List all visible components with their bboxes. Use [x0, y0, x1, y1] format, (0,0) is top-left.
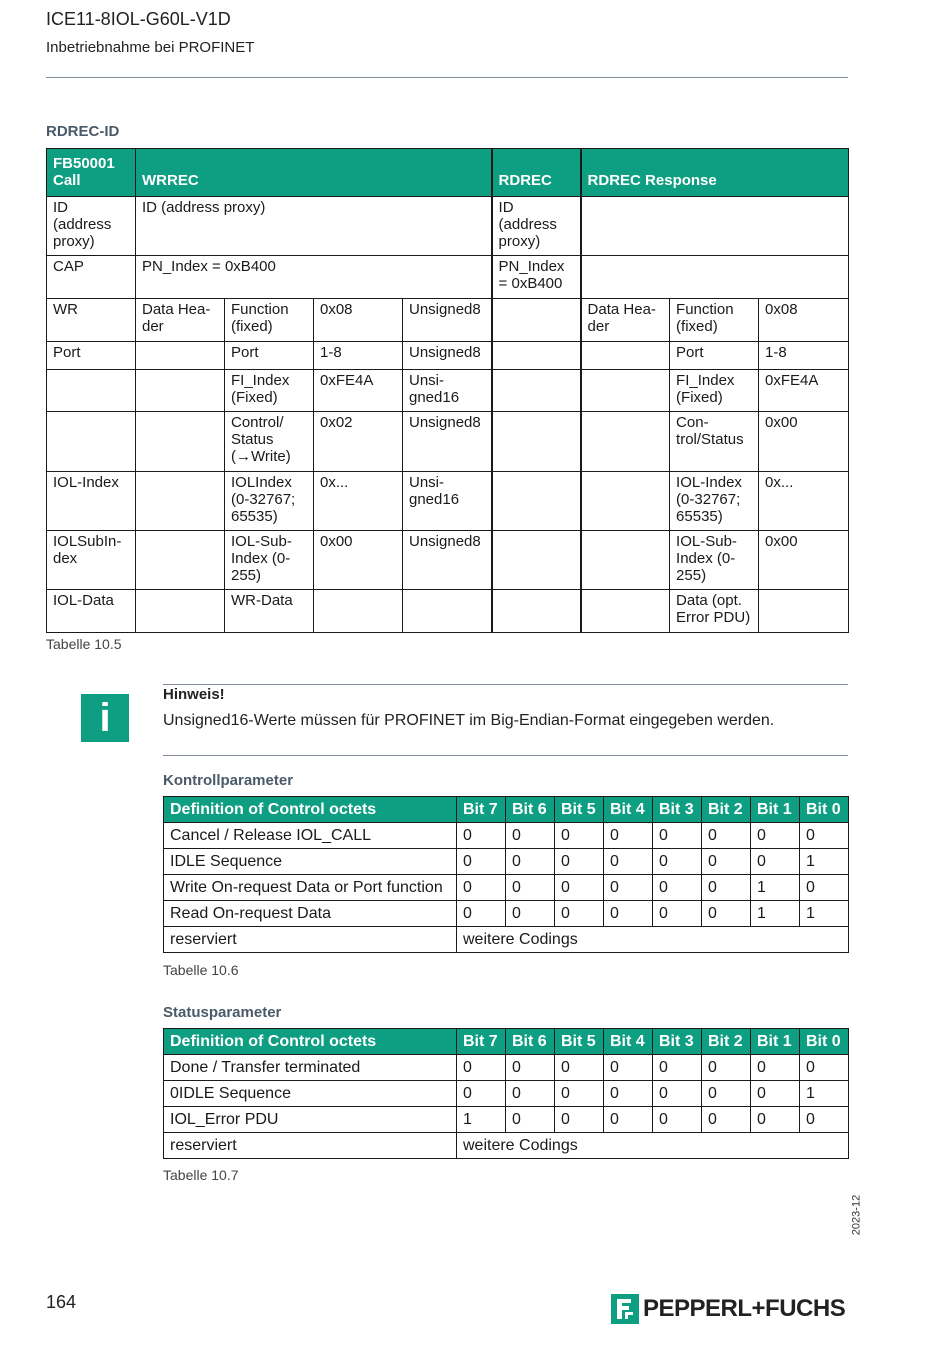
column-header-bit: Bit 6	[506, 797, 555, 823]
bit-cell: 0	[800, 875, 849, 901]
bit-cell: 0	[506, 901, 555, 927]
rs-value-cell: 0x00	[759, 412, 849, 472]
bit-cell: 0	[702, 823, 751, 849]
bit-cell: 1	[800, 901, 849, 927]
note-divider-top	[163, 684, 848, 685]
bit-cell: 0	[555, 823, 604, 849]
rdrec-cell	[492, 412, 581, 472]
wr-header-cell	[136, 370, 225, 412]
table-row	[164, 823, 849, 849]
bit-cell: 0	[751, 1055, 800, 1081]
wr-field-cell: WR-Data	[225, 590, 314, 633]
status-table	[163, 1028, 849, 1159]
column-header-bit: Bit 6	[506, 1029, 555, 1055]
column-header-definition: Definition of Control octets	[164, 1029, 457, 1055]
rdrec-cell	[492, 370, 581, 412]
bit-cell: 0	[702, 1055, 751, 1081]
column-header-definition: Definition of Control octets	[164, 797, 457, 823]
wr-header-cell	[136, 590, 225, 633]
bit-cell: 0	[506, 849, 555, 875]
bit-cell: 0	[653, 901, 702, 927]
wr-type-cell: Unsi-gned16	[403, 472, 492, 531]
rs-field-cell: Port	[670, 342, 759, 370]
bit-cell: 1	[751, 901, 800, 927]
wr-value-cell	[314, 590, 403, 633]
rs-field-cell: IOL-Sub-Index (0-255)	[670, 531, 759, 590]
definition-cell: reserviert	[164, 927, 457, 953]
response-cell	[581, 256, 849, 299]
bit-cell: 0	[555, 901, 604, 927]
rs-value-cell	[759, 590, 849, 633]
table-caption: Tabelle 10.7	[163, 1167, 239, 1183]
reserved-value-cell: weitere Codings	[457, 927, 849, 953]
table-row	[47, 531, 849, 590]
document-title: ICE11-8IOL-G60L-V1D	[46, 9, 231, 29]
bit-cell: 0	[457, 823, 506, 849]
column-header-bit: Bit 2	[702, 1029, 751, 1055]
table-row	[47, 256, 849, 299]
info-icon: i	[81, 694, 129, 742]
rs-field-cell: Function (fixed)	[670, 299, 759, 342]
row-label: IOL-Data	[47, 590, 136, 633]
control-table	[163, 796, 849, 953]
reserved-row	[164, 1133, 849, 1159]
bit-cell: 0	[702, 1107, 751, 1133]
rdrec-cell: ID (address proxy)	[492, 197, 581, 256]
rs-header-cell	[581, 590, 670, 633]
bit-cell: 0	[506, 823, 555, 849]
row-label: IOLSubIn-dex	[47, 531, 136, 590]
bit-cell: 0	[800, 1055, 849, 1081]
table-row	[47, 299, 849, 342]
definition-cell: Done / Transfer terminated	[164, 1055, 457, 1081]
control-section-title: Kontrollparameter	[163, 772, 294, 789]
wr-header-cell	[136, 472, 225, 531]
bit-cell: 1	[457, 1107, 506, 1133]
rs-value-cell: 0x08	[759, 299, 849, 342]
bit-cell: 0	[604, 823, 653, 849]
bit-cell: 0	[457, 875, 506, 901]
bit-cell: 0	[751, 1107, 800, 1133]
bit-cell: 0	[604, 1055, 653, 1081]
column-header-bit: Bit 1	[751, 797, 800, 823]
table-caption: Tabelle 10.5	[46, 636, 122, 652]
bit-cell: 0	[604, 1107, 653, 1133]
bit-cell: 0	[702, 1081, 751, 1107]
rdrec-cell	[492, 472, 581, 531]
bit-cell: 0	[653, 875, 702, 901]
wr-header-cell	[136, 531, 225, 590]
page-number: 164	[46, 1292, 77, 1312]
row-label	[47, 370, 136, 412]
definition-cell: Cancel / Release IOL_CALL	[164, 823, 457, 849]
row-label: ID (address proxy)	[47, 197, 136, 256]
bit-cell: 0	[653, 849, 702, 875]
rdrec-cell: PN_Index = 0xB400	[492, 256, 581, 299]
wrrec-cell: ID (address proxy)	[136, 197, 492, 256]
rs-field-cell: Data (opt. Error PDU)	[670, 590, 759, 633]
bit-cell: 1	[751, 875, 800, 901]
header-rdrec: RDREC	[492, 149, 581, 197]
table-row	[47, 197, 849, 256]
bit-cell: 0	[457, 901, 506, 927]
brand-mark-icon	[611, 1294, 639, 1324]
bit-cell: 0	[506, 1107, 555, 1133]
column-header-bit: Bit 1	[751, 1029, 800, 1055]
wr-value-cell: 0x02	[314, 412, 403, 472]
bit-cell: 0	[555, 875, 604, 901]
column-header-bit: Bit 3	[653, 797, 702, 823]
bit-cell: 0	[506, 1055, 555, 1081]
wr-value-cell: 0x00	[314, 531, 403, 590]
bit-cell: 0	[555, 1055, 604, 1081]
table-row	[164, 1081, 849, 1107]
rdrec-cell	[492, 590, 581, 633]
rs-header-cell	[581, 370, 670, 412]
reserved-row	[164, 927, 849, 953]
wr-header-cell	[136, 412, 225, 472]
row-label: Port	[47, 342, 136, 370]
wr-value-cell: 0x...	[314, 472, 403, 531]
table-row	[47, 590, 849, 633]
wr-type-cell: Unsigned8	[403, 299, 492, 342]
bit-cell: 1	[800, 849, 849, 875]
rs-field-cell: FI_Index (Fixed)	[670, 370, 759, 412]
bit-cell: 0	[555, 1107, 604, 1133]
response-cell	[581, 197, 849, 256]
rs-value-cell: 0xFE4A	[759, 370, 849, 412]
wr-value-cell: 0x08	[314, 299, 403, 342]
column-header-bit: Bit 5	[555, 797, 604, 823]
bit-cell: 0	[604, 875, 653, 901]
column-header-bit: Bit 3	[653, 1029, 702, 1055]
table-row	[164, 1107, 849, 1133]
bit-cell: 0	[555, 849, 604, 875]
bit-cell: 0	[653, 823, 702, 849]
bit-cell: 0	[555, 1081, 604, 1107]
column-header-bit: Bit 4	[604, 797, 653, 823]
rs-value-cell: 0x00	[759, 531, 849, 590]
wr-header-cell: Data Hea-der	[136, 299, 225, 342]
wr-field-cell: IOLIndex (0-32767; 65535)	[225, 472, 314, 531]
row-label	[47, 412, 136, 472]
bit-cell: 0	[604, 849, 653, 875]
rdrec-header-row	[47, 149, 849, 197]
rdrec-cell	[492, 531, 581, 590]
rs-value-cell: 0x...	[759, 472, 849, 531]
note-divider-bottom	[163, 755, 848, 756]
rs-header-cell	[581, 342, 670, 370]
column-header-bit: Bit 0	[800, 1029, 849, 1055]
status-header-row	[164, 1029, 849, 1055]
bit-cell: 0	[800, 1107, 849, 1133]
rs-value-cell: 1-8	[759, 342, 849, 370]
rs-field-cell: IOL-Index (0-32767; 65535)	[670, 472, 759, 531]
definition-cell: 0IDLE Sequence	[164, 1081, 457, 1107]
bit-cell: 0	[751, 849, 800, 875]
bit-cell: 0	[457, 849, 506, 875]
wr-header-cell	[136, 342, 225, 370]
wrrec-cell: PN_Index = 0xB400	[136, 256, 492, 299]
bit-cell: 0	[751, 1081, 800, 1107]
wr-value-cell: 0xFE4A	[314, 370, 403, 412]
wr-type-cell: Unsigned8	[403, 412, 492, 472]
column-header-bit: Bit 7	[457, 797, 506, 823]
status-section-title: Statusparameter	[163, 1004, 282, 1021]
rdrec-cell	[492, 299, 581, 342]
column-header-bit: Bit 5	[555, 1029, 604, 1055]
column-header-bit: Bit 4	[604, 1029, 653, 1055]
definition-cell: Write On-request Data or Port function	[164, 875, 457, 901]
bit-cell: 0	[653, 1081, 702, 1107]
bit-cell: 0	[604, 901, 653, 927]
wr-value-cell: 1-8	[314, 342, 403, 370]
row-label: WR	[47, 299, 136, 342]
table-row	[164, 849, 849, 875]
bit-cell: 0	[506, 1081, 555, 1107]
rs-header-cell	[581, 472, 670, 531]
note-text: Unsigned16-Werte müssen für PROFINET im Big-Endian-Format eingegeben werden.	[163, 712, 775, 729]
bit-cell: 0	[702, 901, 751, 927]
column-header-bit: Bit 0	[800, 797, 849, 823]
table-row	[164, 875, 849, 901]
row-label: CAP	[47, 256, 136, 299]
rs-field-cell: Con-trol/Status	[670, 412, 759, 472]
bit-cell: 0	[653, 1055, 702, 1081]
column-header-bit: Bit 2	[702, 797, 751, 823]
header-fb-call: FB50001 Call	[47, 149, 136, 197]
table-row	[47, 370, 849, 412]
definition-cell: IDLE Sequence	[164, 849, 457, 875]
bit-cell: 0	[457, 1055, 506, 1081]
bit-cell: 0	[800, 823, 849, 849]
table-row	[47, 342, 849, 370]
header-wrrec: WRREC	[136, 149, 492, 197]
bit-cell: 1	[800, 1081, 849, 1107]
wr-field-cell: Control/ Status (→Write)	[225, 412, 314, 472]
rs-header-cell: Data Hea-der	[581, 299, 670, 342]
document-date: 2023-12	[850, 1194, 863, 1236]
rdrec-cell	[492, 342, 581, 370]
bit-cell: 0	[653, 1107, 702, 1133]
brand-name: PEPPERL+FUCHS	[643, 1295, 846, 1322]
table-row	[164, 1055, 849, 1081]
bit-cell: 0	[457, 1081, 506, 1107]
bit-cell: 0	[751, 823, 800, 849]
table-row	[47, 412, 849, 472]
wr-field-cell: FI_Index (Fixed)	[225, 370, 314, 412]
bit-cell: 0	[702, 849, 751, 875]
rs-header-cell	[581, 412, 670, 472]
rdrec-table	[46, 148, 849, 633]
wr-field-cell: Function (fixed)	[225, 299, 314, 342]
note-title: Hinweis!	[163, 686, 225, 703]
reserved-value-cell: weitere Codings	[457, 1133, 849, 1159]
wr-type-cell	[403, 590, 492, 633]
bit-cell: 0	[506, 875, 555, 901]
row-label: IOL-Index	[47, 472, 136, 531]
bit-cell: 0	[702, 875, 751, 901]
table-row	[47, 472, 849, 531]
header-rdrec-response: RDREC Response	[581, 149, 849, 197]
wr-field-cell: IOL-Sub-Index (0-255)	[225, 531, 314, 590]
wr-type-cell: Unsigned8	[403, 342, 492, 370]
rs-header-cell	[581, 531, 670, 590]
wr-field-cell: Port	[225, 342, 314, 370]
column-header-bit: Bit 7	[457, 1029, 506, 1055]
definition-cell: reserviert	[164, 1133, 457, 1159]
document-subtitle: Inbetriebnahme bei PROFINET	[46, 39, 255, 56]
wr-type-cell: Unsi-gned16	[403, 370, 492, 412]
bit-cell: 0	[604, 1081, 653, 1107]
rdrec-section-title: RDREC-ID	[46, 123, 120, 140]
definition-cell: IOL_Error PDU	[164, 1107, 457, 1133]
table-row	[164, 901, 849, 927]
header-divider	[46, 77, 848, 78]
control-header-row	[164, 797, 849, 823]
wr-type-cell: Unsigned8	[403, 531, 492, 590]
brand-logo	[611, 1294, 845, 1324]
table-caption: Tabelle 10.6	[163, 962, 239, 978]
definition-cell: Read On-request Data	[164, 901, 457, 927]
